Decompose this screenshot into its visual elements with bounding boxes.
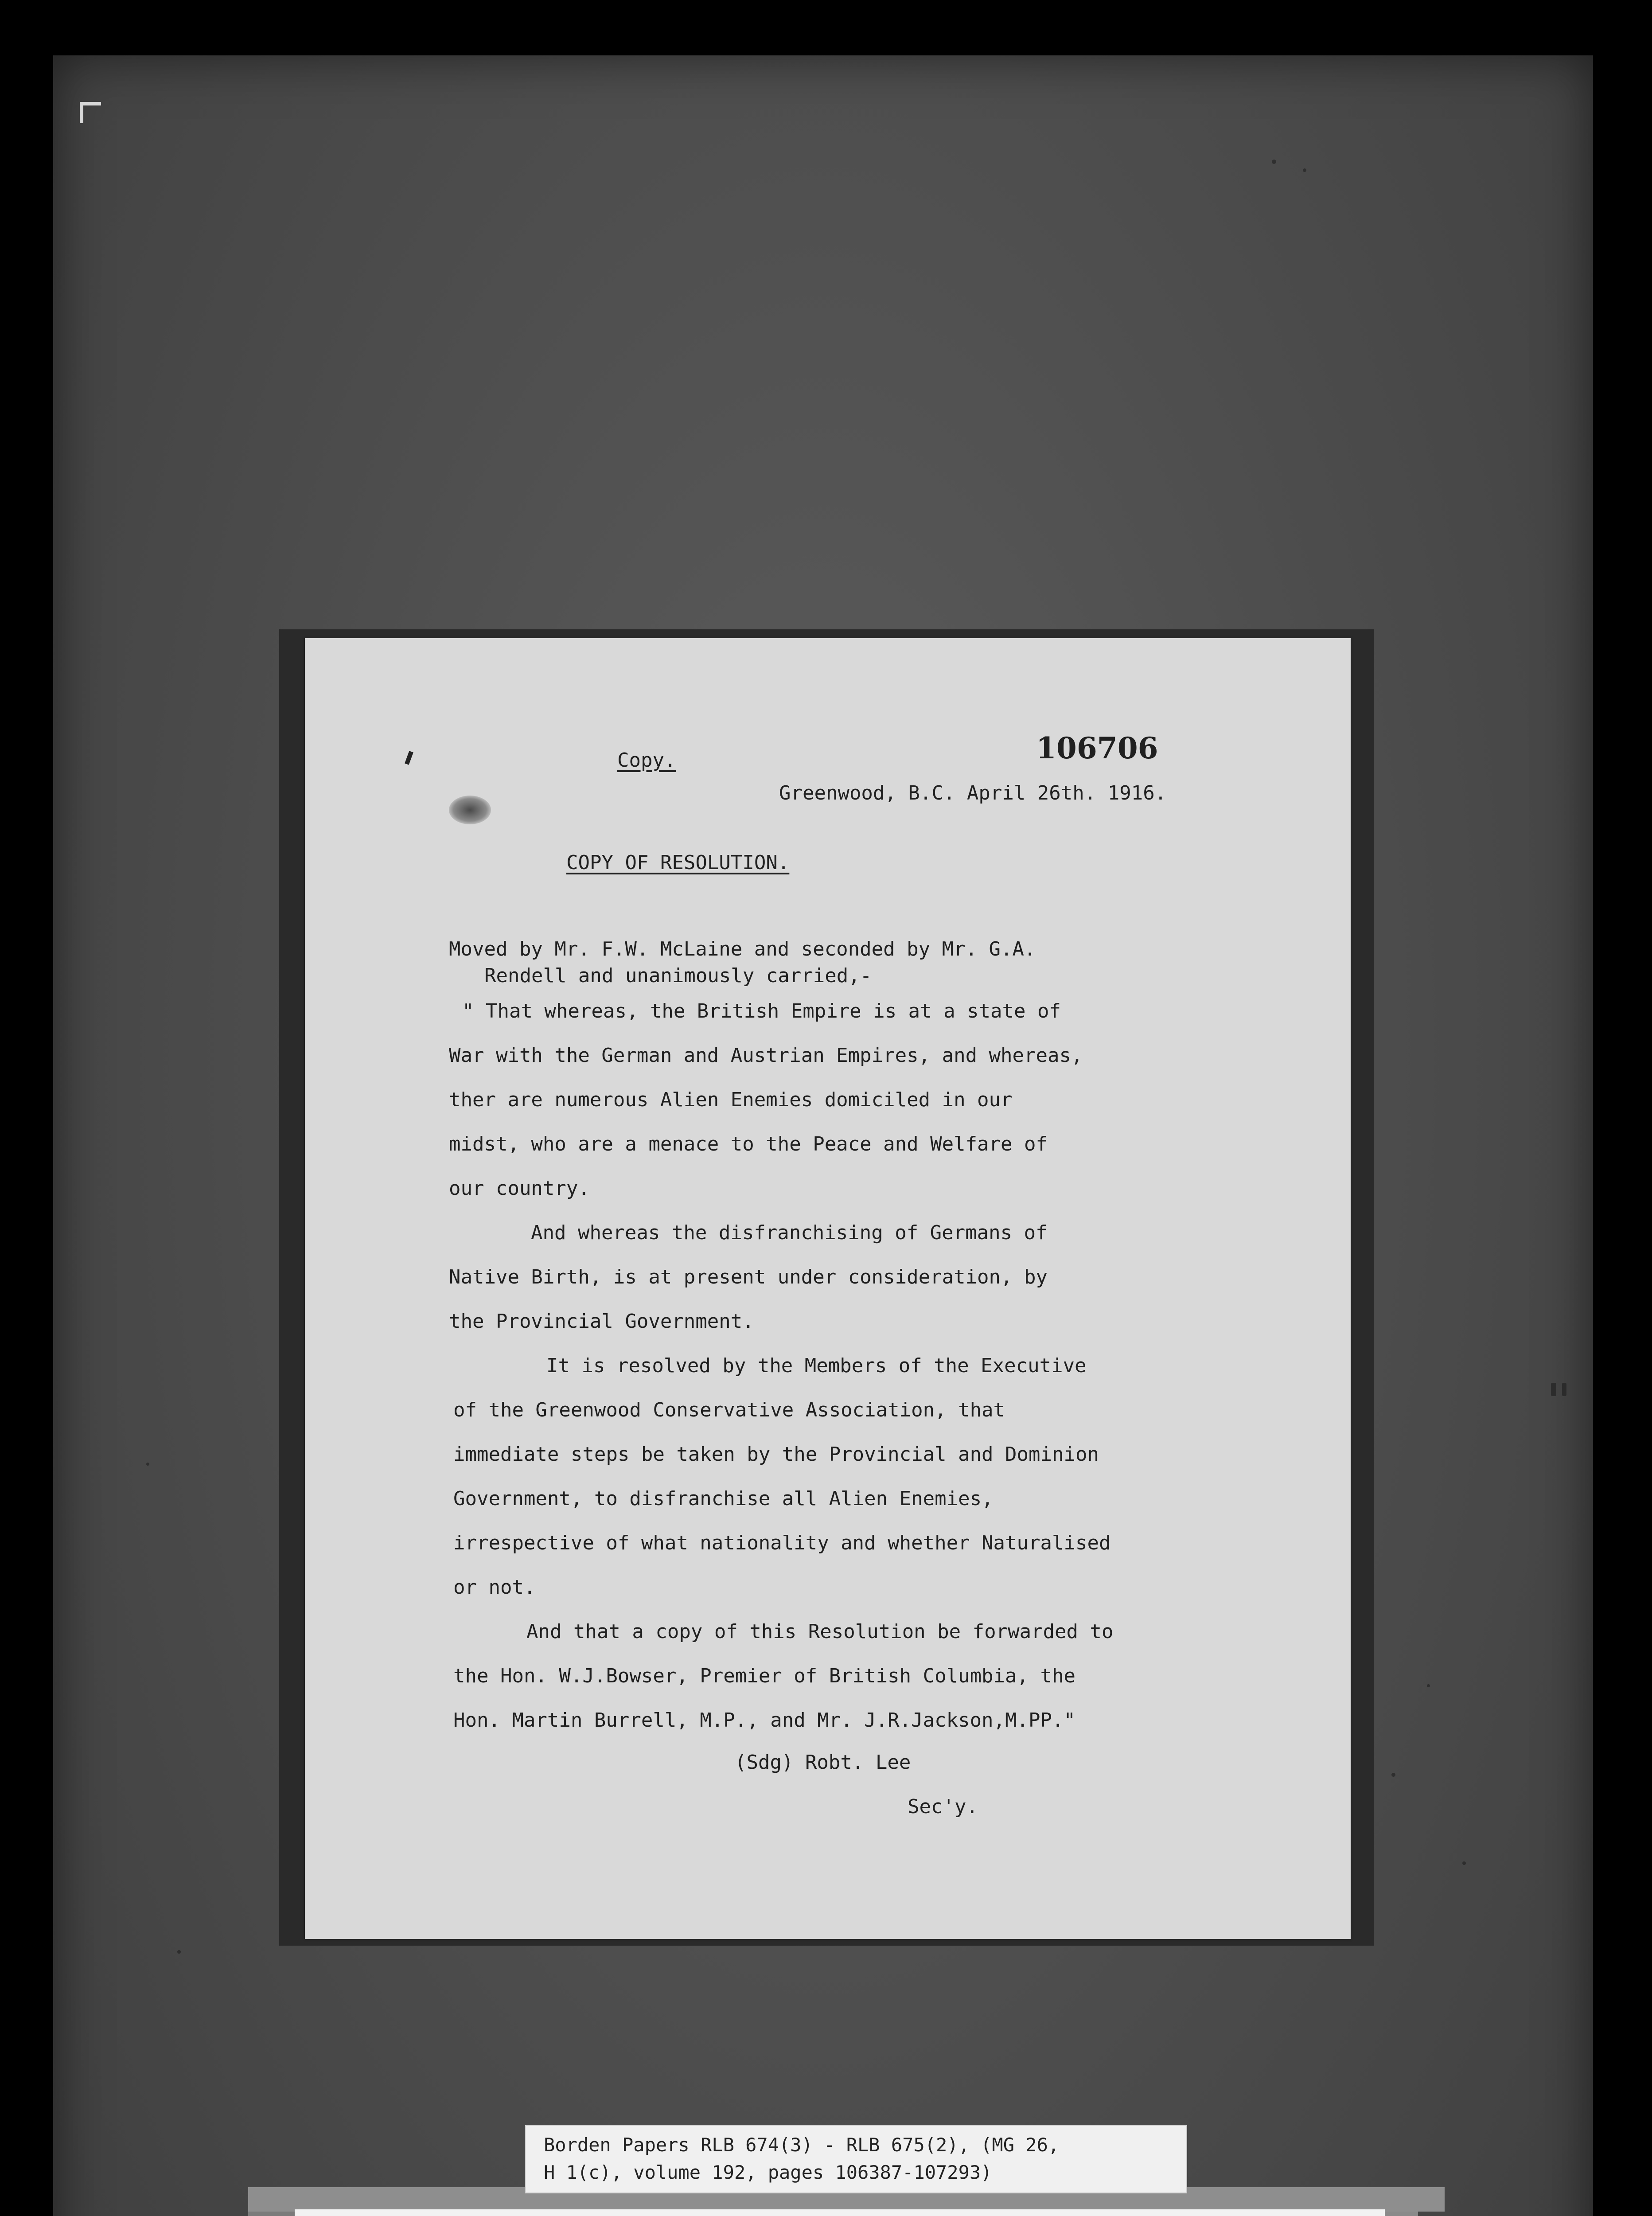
dust-speck (1462, 1861, 1466, 1865)
body-line: our country. (449, 1177, 590, 1200)
archives-label-plate (295, 2209, 1385, 2216)
resolution-heading: COPY OF RESOLUTION. (566, 851, 790, 874)
body-line: Hon. Martin Burrell, M.P., and Mr. J.R.Jackson,M.PP." (453, 1709, 1075, 1732)
body-line: the Provincial Government. (449, 1310, 754, 1333)
dust-speck (1562, 1383, 1566, 1396)
body-line: " That whereas, the British Empire is at a state of (462, 1000, 1061, 1022)
body-line: immediate steps be taken by the Provincial and Dominion (453, 1443, 1099, 1466)
label-tape-right (1383, 2212, 1418, 2216)
dust-speck (1551, 1383, 1556, 1396)
frame-corner-mark (80, 102, 101, 123)
copy-label: Copy. (617, 749, 676, 772)
pen-tick-mark (405, 751, 413, 765)
body-line: Government, to disfranchise all Alien Enemies, (453, 1487, 994, 1510)
dust-speck (146, 1463, 149, 1466)
dust-speck (1427, 1684, 1430, 1687)
catalog-line-1: Borden Papers RLB 674(3) - RLB 675(2), (MG 26, (544, 2134, 1060, 2156)
body-line: War with the German and Austrian Empires, and whereas, (449, 1044, 1083, 1067)
dust-speck (1303, 168, 1306, 172)
label-tape-left (248, 2212, 297, 2216)
moved-line-1: Moved by Mr. F.W. McLaine and seconded by Mr. G.A. (449, 938, 1036, 960)
body-line: or not. (453, 1576, 536, 1599)
dateline: Greenwood, B.C. April 26th. 1916. (779, 782, 1167, 804)
body-line: And whereas the disfranchising of Germans of (531, 1221, 1048, 1244)
body-line: ther are numerous Alien Enemies domiciled in our (449, 1088, 1013, 1111)
body-line: the Hon. W.J.Bowser, Premier of British Columbia, the (453, 1665, 1075, 1687)
body-line: And that a copy of this Resolution be forwarded to (526, 1620, 1114, 1643)
document-page (305, 638, 1351, 1939)
signature: (Sdg) Robt. Lee (735, 1751, 911, 1774)
catalog-card (525, 2125, 1187, 2193)
body-line: of the Greenwood Conservative Association, that (453, 1399, 1005, 1421)
moved-line-2: Rendell and unanimously carried,- (484, 964, 872, 987)
signature-title: Sec'y. (908, 1795, 978, 1818)
body-line: It is resolved by the Members of the Executive (546, 1354, 1087, 1377)
body-line: Native Birth, is at present under consideration, by (449, 1266, 1048, 1288)
dust-speck (177, 1950, 181, 1954)
dust-speck (1391, 1773, 1395, 1777)
body-line: midst, who are a menace to the Peace and Welfare of (449, 1133, 1048, 1155)
document-number: 106706 (1036, 731, 1158, 765)
ink-smudge (449, 796, 491, 824)
catalog-line-2: H 1(c), volume 192, pages 106387-107293) (544, 2161, 992, 2183)
dust-speck (1272, 160, 1276, 164)
body-line: irrespective of what nationality and whether Naturalised (453, 1532, 1111, 1554)
